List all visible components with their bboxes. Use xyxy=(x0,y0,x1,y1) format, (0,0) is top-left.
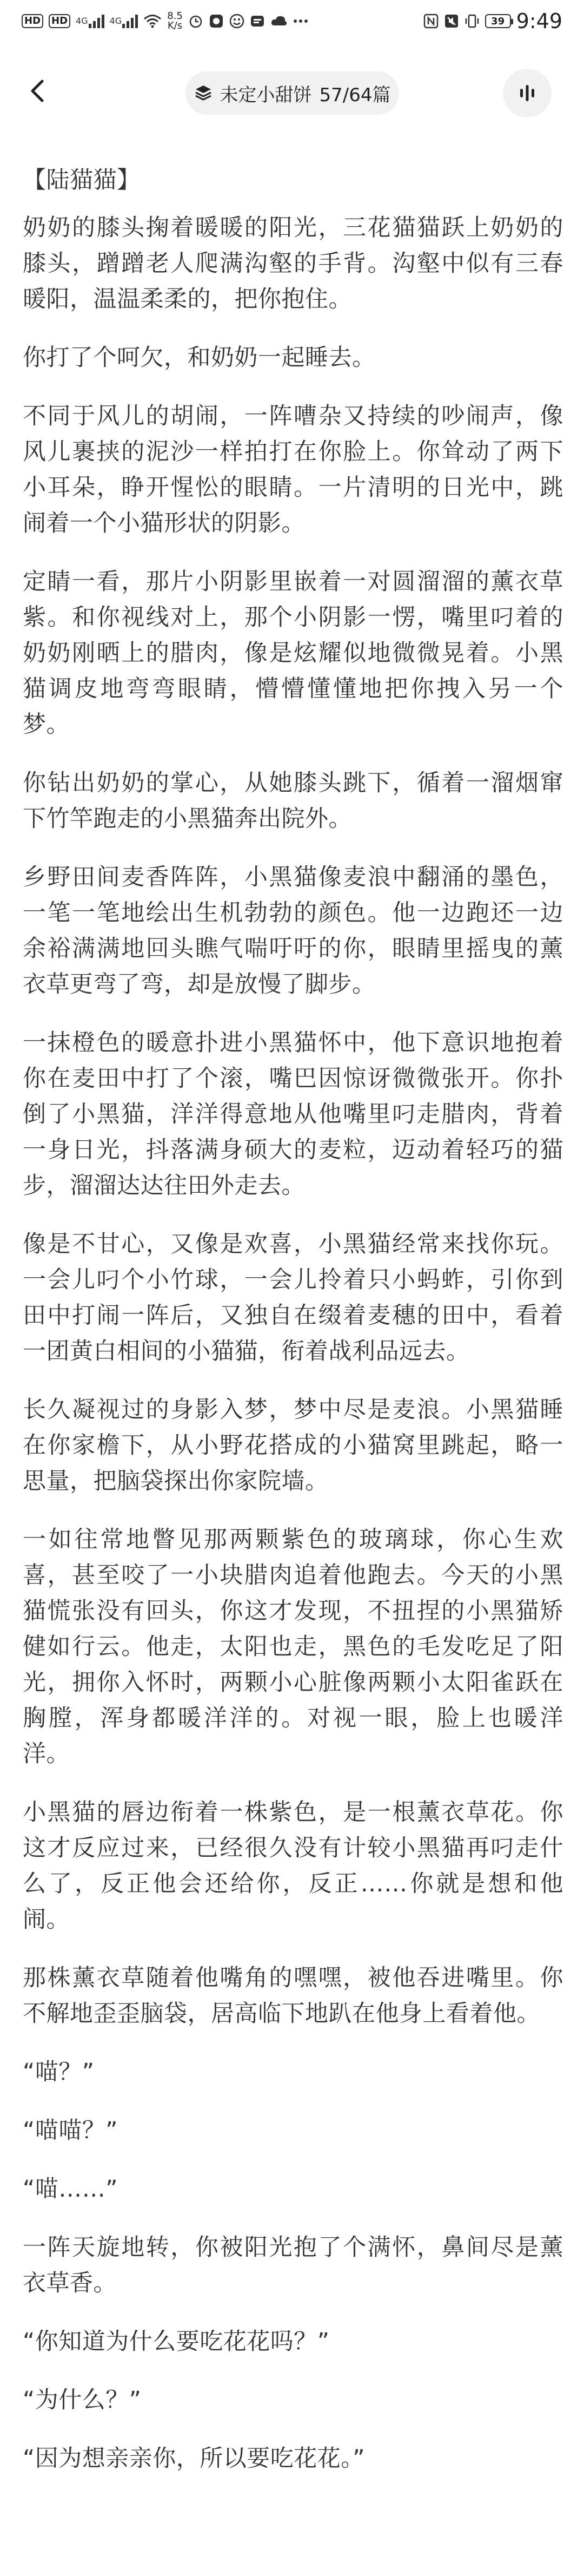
vibrate-icon xyxy=(464,14,480,29)
signal-icon-2 xyxy=(110,14,138,28)
dialogue-line: “为什么？” xyxy=(23,2387,142,2414)
status-bar xyxy=(0,0,584,42)
network-speed xyxy=(167,11,183,31)
chapter-title: 【陆猫猫】 xyxy=(23,167,141,194)
chapter-content xyxy=(23,162,563,2499)
paragraph: 小黑猫的唇边衔着一株紫色，是一根薰衣草花。你这才反应过来，已经很久没有计较小黑猫再叼走什么了，反正他会还给你，反正……你就是想和他闹。 xyxy=(23,1799,563,1933)
alarm-icon xyxy=(188,14,203,29)
dialogue-line: “喵？” xyxy=(23,2059,95,2086)
paragraph: 不同于风儿的胡闹，一阵嘈杂又持续的吵闹声，像风儿裹挟的泥沙一样拍打在你脸上。你耸动了两下小耳朵，睁开惺忪的眼睛。一片清明的日光中，跳闹着一个小猫形状的阴影。 xyxy=(23,403,563,537)
battery-icon: 39 xyxy=(485,14,511,28)
layers-icon xyxy=(194,84,213,102)
paragraph: 一阵天旋地转，你被阳光抱了个满怀，鼻间尽是薰衣草香。 xyxy=(23,2234,563,2297)
paragraph: 像是不甘心，又像是欢喜，小黑猫经常来找你玩。一会儿叼个小竹球，一会儿拎着只小蚂蚱，引你到田中打闹一阵后，又独自在缀着麦穗的田中，看着一团黄白相间的小猫猫，衔着战利品远去。 xyxy=(23,1231,563,1365)
status-right xyxy=(423,9,562,33)
hd-badge-2: HD xyxy=(49,14,70,28)
paragraph: 你钻出奶奶的掌心，从她膝头跳下，循着一溜烟窜下竹竿跑走的小黑猫奔出院外。 xyxy=(23,770,563,832)
wifi-icon xyxy=(143,14,162,28)
app-notification-icon-1 xyxy=(209,14,224,29)
dialogue-line: “因为想亲亲你，所以要吃花花。” xyxy=(23,2445,366,2472)
dialogue-line: “喵喵？” xyxy=(23,2117,118,2144)
clock: 9:49 xyxy=(516,9,562,33)
chapter-progress: 57/64篇 xyxy=(319,84,391,106)
paragraph: 那株薰衣草随着他嘴角的嘿嘿，被他吞进嘴里。你不解地歪歪脑袋，居高临下地趴在他身上看着他。 xyxy=(23,1964,563,2027)
audio-bars-icon xyxy=(518,83,536,103)
mute-icon xyxy=(444,14,459,29)
paragraph: 定睛一看，那片小阴影里嵌着一对圆溜溜的薰衣草紫。和你视线对上，那个小阴影一愣，嘴里叼着的奶奶刚晒上的腊肉，像是炫耀似地微微晃着。小黑猫调皮地弯弯眼睛，懵懵懂懂地把你拽入另一个梦。 xyxy=(23,568,563,738)
listen-button[interactable] xyxy=(503,69,552,117)
paragraph: 一如往常地瞥见那两颗紫色的玻璃球，你心生欢喜，甚至咬了一小块腊肉追着他跑去。今天的小黑猫慌张没有回头，你这才发现，不扭捏的小黑猫矫健如行云。他走，太阳也走，黑色的毛发吃足了阳光，拥你入怀时，两颗小心脏像两颗小太阳雀跃在胸膛，浑身都暖洋洋的。对视一眼，脸上也暖洋洋。 xyxy=(23,1526,563,1767)
paragraph: 你打了个呵欠，和奶奶一起睡去。 xyxy=(23,344,376,371)
dialogue-line: “你知道为什么要吃花花吗？” xyxy=(23,2328,330,2355)
more-dots-icon xyxy=(293,18,308,24)
hd-badge-1: HD xyxy=(22,14,43,28)
signal-label-2: 4G xyxy=(109,16,122,26)
reader-header xyxy=(0,54,584,130)
collection-title: 未定小甜饼 xyxy=(220,84,312,106)
dialogue-line: “喵……” xyxy=(23,2176,118,2203)
signal-label-1: 4G xyxy=(76,16,88,26)
network-speed-value: 8.5 xyxy=(167,10,183,22)
app-notification-icon-3 xyxy=(250,14,265,29)
signal-icon-1 xyxy=(76,14,104,28)
app-notification-icon-2 xyxy=(229,14,244,29)
paragraph: 奶奶的膝头掬着暖暖的阳光，三花猫猫跃上奶奶的膝头，蹭蹭老人爬满沟壑的手背。沟壑中似有三春暖阳，温温柔柔的，把你抱住。 xyxy=(23,214,563,313)
nfc-icon xyxy=(423,14,439,29)
chevron-left-icon xyxy=(27,78,49,104)
status-icons xyxy=(22,11,308,31)
paragraph: 乡野田间麦香阵阵，小黑猫像麦浪中翻涌的墨色，一笔一笔地绘出生机勃勃的颜色。他一边跑还一边余裕满满地回头瞧气喘吁吁的你，眼睛里摇曳的薰衣草更弯了弯，却是放慢了脚步。 xyxy=(23,864,563,998)
paragraph: 长久凝视过的身影入梦，梦中尽是麦浪。小黑猫睡在你家檐下，从小野花搭成的小猫窝里跳起，略一思量，把脑袋探出你家院墙。 xyxy=(23,1396,563,1495)
back-button[interactable] xyxy=(16,69,59,113)
cloud-icon xyxy=(270,15,288,28)
paragraph: 一抹橙色的暖意扑进小黑猫怀中，他下意识地抱着你在麦田中打了个滚，嘴巴因惊讶微微张开。你扑倒了小黑猫，洋洋得意地从他嘴里叼走腊肉，背着一身日光，抖落满身硕大的麦粒，迈动着轻巧的猫步，溜溜达达往田外走去。 xyxy=(23,1029,563,1199)
network-speed-unit: K/s xyxy=(167,20,183,31)
collection-title-pill[interactable] xyxy=(185,71,399,115)
